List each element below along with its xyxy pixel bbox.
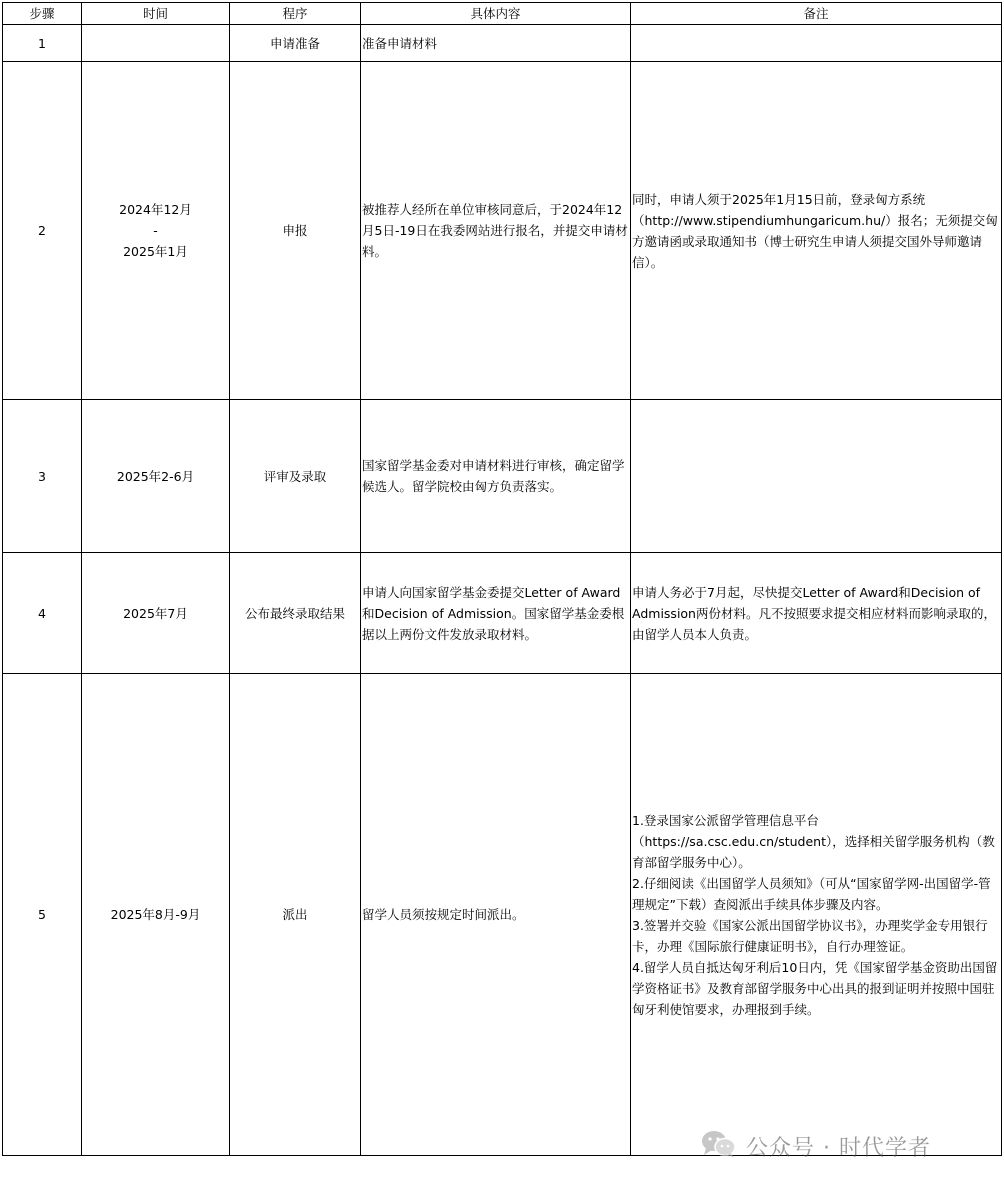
content-cell: 国家留学基金委对申请材料进行审核，确定留学候选人。留学院校由匈方负责落实。 xyxy=(361,400,631,553)
notes-cell: 同时，申请人须于2025年1月15日前，登录匈方系统（http://www.stipendiumhungaricum.hu/）报名；无须提交匈方邀请函或录取通知书（博士研究生申请人须提交国外导师邀请信）。 xyxy=(631,62,1002,400)
step-cell: 3 xyxy=(3,400,82,553)
time-cell: 2025年2-6月 xyxy=(82,400,230,553)
procedure-cell: 申报 xyxy=(230,62,361,400)
notes-cell xyxy=(631,400,1002,553)
time-cell: 2024年12月 - 2025年1月 xyxy=(82,62,230,400)
notes-cell: 1.登录国家公派留学管理信息平台（https://sa.csc.edu.cn/student），选择相关留学服务机构（教育部留学服务中心）。 2.仔细阅读《出国留学人员须知》（可从“国家留学网-出国留学-管理规定”下载）查阅派出手续具体步骤及内容。 3.签署并交验《国家公派出国留学协议书》，办理奖学金专用银行卡，办理《国际旅行健康证明书》，自行办理签证。 4.留学人员自抵达匈牙利后10日内，凭《国家留学基金资助出国留学资格证书》及教育部留学服务中心出具的报到证明并按照中国驻匈牙利使馆要求，办理报到手续。 xyxy=(631,674,1002,1156)
time-cell: 2025年8月-9月 xyxy=(82,674,230,1156)
step-cell: 1 xyxy=(3,25,82,62)
table-row xyxy=(3,674,1002,1156)
step-cell: 2 xyxy=(3,62,82,400)
step-cell: 4 xyxy=(3,553,82,674)
procedure-cell: 评审及录取 xyxy=(230,400,361,553)
header-step: 步骤 xyxy=(3,3,82,25)
notes-cell: 申请人务必于7月起，尽快提交Letter of Award和Decision of Admission两份材料。凡不按照要求提交相应材料而影响录取的，由留学人员本人负责。 xyxy=(631,553,1002,674)
schedule-table xyxy=(2,2,1002,1156)
watermark-text: 公众号 · 时代学者 xyxy=(746,1135,931,1161)
step-cell: 5 xyxy=(3,674,82,1156)
time-cell: 2025年7月 xyxy=(82,553,230,674)
table-row xyxy=(3,25,1002,62)
content-cell: 准备申请材料 xyxy=(361,25,631,62)
header-notes: 备注 xyxy=(631,3,1002,25)
watermark xyxy=(700,1128,931,1164)
procedure-cell: 公布最终录取结果 xyxy=(230,553,361,674)
header-procedure: 程序 xyxy=(230,3,361,25)
table-header-row xyxy=(3,3,1002,25)
table-row xyxy=(3,400,1002,553)
header-content: 具体内容 xyxy=(361,3,631,25)
procedure-cell: 派出 xyxy=(230,674,361,1156)
content-cell: 留学人员须按规定时间派出。 xyxy=(361,674,631,1156)
header-time: 时间 xyxy=(82,3,230,25)
wechat-icon xyxy=(700,1128,738,1164)
procedure-cell: 申请准备 xyxy=(230,25,361,62)
table-row xyxy=(3,553,1002,674)
content-cell: 申请人向国家留学基金委提交Letter of Award和Decision of Admission。国家留学基金委根据以上两份文件发放录取材料。 xyxy=(361,553,631,674)
content-cell: 被推荐人经所在单位审核同意后，于2024年12月5日-19日在我委网站进行报名，并提交申请材料。 xyxy=(361,62,631,400)
table-row xyxy=(3,62,1002,400)
time-cell xyxy=(82,25,230,62)
notes-cell xyxy=(631,25,1002,62)
